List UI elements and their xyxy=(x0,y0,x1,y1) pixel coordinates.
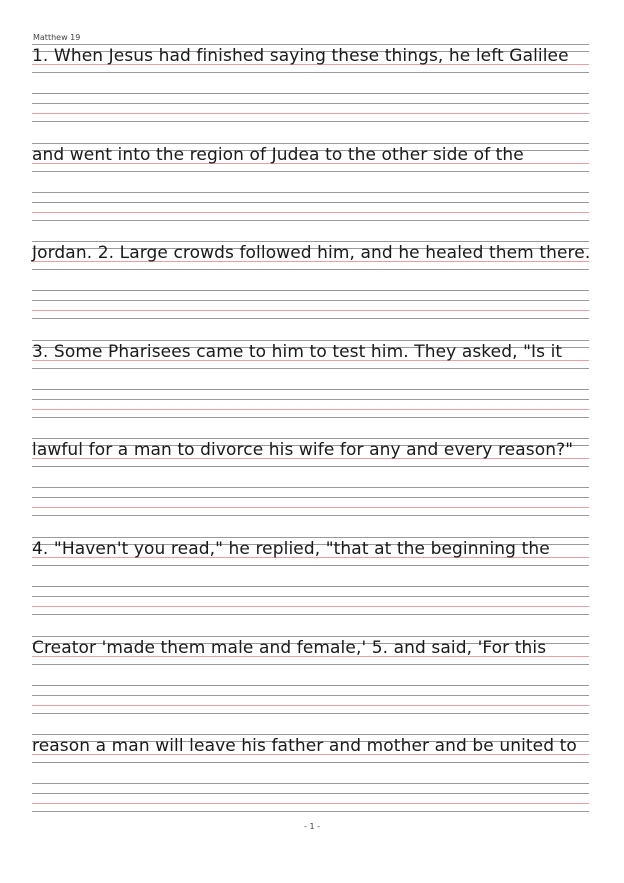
red-guide-line xyxy=(32,310,589,311)
gray-guide-line xyxy=(32,466,589,467)
gray-guide-line xyxy=(32,340,589,341)
gray-guide-line xyxy=(32,497,589,498)
gray-guide-line xyxy=(32,762,589,763)
practice-block xyxy=(32,636,589,726)
gray-guide-line xyxy=(32,72,589,73)
practice-block xyxy=(32,44,589,134)
red-guide-line xyxy=(32,409,589,410)
gray-guide-line xyxy=(32,811,589,812)
verse-line: 3. Some Pharisees came to him to test him. They asked, "Is it xyxy=(32,342,563,362)
gray-guide-line xyxy=(32,685,589,686)
page-number: - 1 - xyxy=(304,822,320,831)
gray-guide-line xyxy=(32,586,589,587)
red-guide-line xyxy=(32,212,589,213)
gray-guide-line xyxy=(32,636,589,637)
practice-block xyxy=(32,241,589,331)
gray-guide-line xyxy=(32,121,589,122)
gray-guide-line xyxy=(32,783,589,784)
gray-guide-line xyxy=(32,241,589,242)
red-guide-line xyxy=(32,113,589,114)
gray-guide-line xyxy=(32,399,589,400)
gray-guide-line xyxy=(32,438,589,439)
verse-line: and went into the region of Judea to the other side of the xyxy=(32,145,524,165)
verse-line: Jordan. 2. Large crowds followed him, and he healed them there. xyxy=(32,243,591,263)
gray-guide-line xyxy=(32,220,589,221)
page-header: Matthew 19 xyxy=(33,33,81,42)
practice-block xyxy=(32,143,589,233)
gray-guide-line xyxy=(32,389,589,390)
gray-guide-line xyxy=(32,734,589,735)
gray-guide-line xyxy=(32,269,589,270)
gray-guide-line xyxy=(32,614,589,615)
practice-block xyxy=(32,438,589,528)
verse-line: reason a man will leave his father and mother and be united to xyxy=(32,736,577,756)
red-guide-line xyxy=(32,705,589,706)
gray-guide-line xyxy=(32,103,589,104)
gray-guide-line xyxy=(32,300,589,301)
gray-guide-line xyxy=(32,368,589,369)
red-guide-line xyxy=(32,507,589,508)
gray-guide-line xyxy=(32,487,589,488)
gray-guide-line xyxy=(32,202,589,203)
gray-guide-line xyxy=(32,44,589,45)
gray-guide-line xyxy=(32,565,589,566)
gray-guide-line xyxy=(32,793,589,794)
gray-guide-line xyxy=(32,537,589,538)
gray-guide-line xyxy=(32,695,589,696)
gray-guide-line xyxy=(32,192,589,193)
verse-line: lawful for a man to divorce his wife for any and every reason?" xyxy=(32,440,574,460)
gray-guide-line xyxy=(32,713,589,714)
red-guide-line xyxy=(32,606,589,607)
gray-guide-line xyxy=(32,290,589,291)
gray-guide-line xyxy=(32,171,589,172)
gray-guide-line xyxy=(32,515,589,516)
gray-guide-line xyxy=(32,417,589,418)
gray-guide-line xyxy=(32,143,589,144)
verse-line: Creator 'made them male and female,' 5. and said, 'For this xyxy=(32,638,547,658)
practice-block xyxy=(32,340,589,430)
gray-guide-line xyxy=(32,93,589,94)
verse-line: 1. When Jesus had finished saying these things, he left Galilee xyxy=(32,46,569,66)
practice-block xyxy=(32,734,589,824)
practice-block xyxy=(32,537,589,627)
gray-guide-line xyxy=(32,664,589,665)
gray-guide-line xyxy=(32,318,589,319)
gray-guide-line xyxy=(32,596,589,597)
red-guide-line xyxy=(32,803,589,804)
verse-line: 4. "Haven't you read," he replied, "that at the beginning the xyxy=(32,539,550,559)
